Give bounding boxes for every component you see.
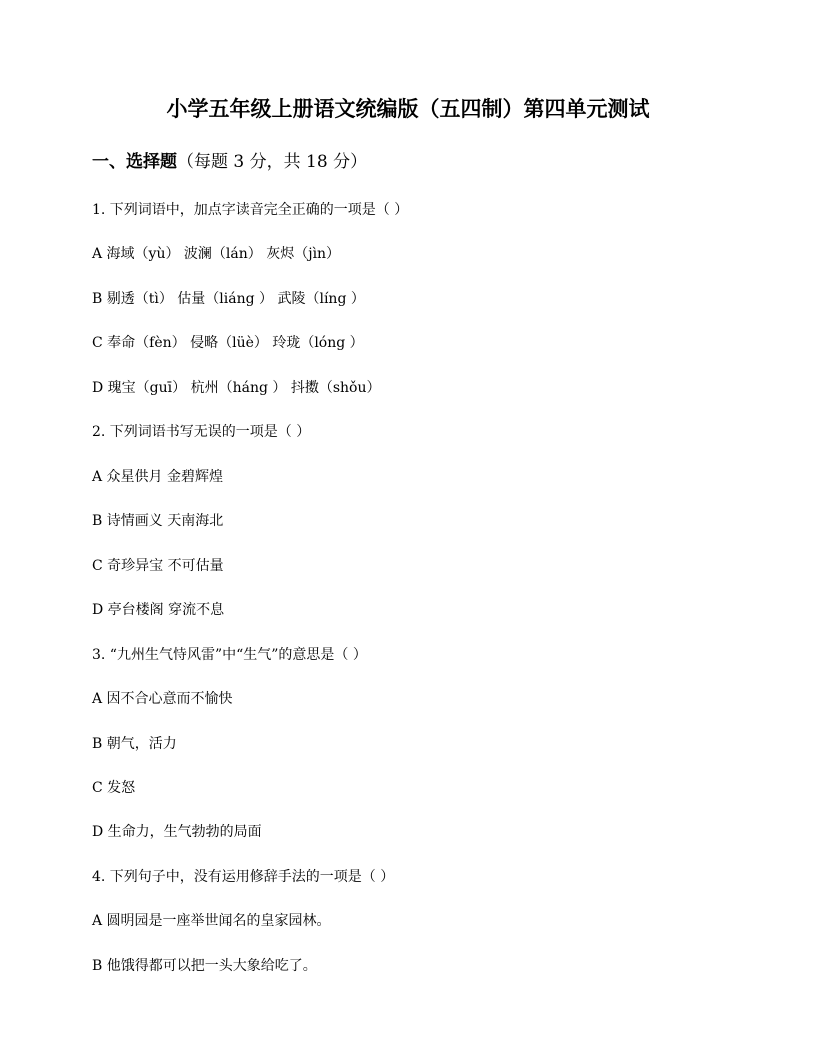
question-3: 3. “九州生气恃风雷”中“生气”的意思是（ ） <box>92 647 367 663</box>
section-heading <box>92 150 367 174</box>
question-1-option-a: A 海域（yù） 波澜（lán） 灰烬（jìn） <box>92 246 341 262</box>
question-1: 1. 下列词语中，加点字读音完全正确的一项是（ ） <box>92 202 409 218</box>
section-title: 一、选择题 <box>92 152 177 172</box>
question-1-option-c: C 奉命（fèn） 侵略（lüè） 玲珑（lóng ） <box>92 335 364 351</box>
question-2: 2. 下列词语书写无误的一项是（ ） <box>92 424 311 440</box>
question-4-option-a: A 圆明园是一座举世闻名的皇家园林。 <box>92 913 331 929</box>
question-3-option-b: B 朝气，活力 <box>92 736 177 752</box>
page-title: 小学五年级上册语文统编版（五四制）第四单元测试 <box>166 96 650 121</box>
question-2-option-a: A 众星供月 金碧辉煌 <box>92 469 224 485</box>
question-1-option-b: B 剔透（tì） 估量（liáng ） 武陵（líng ） <box>92 291 365 307</box>
question-4: 4. 下列句子中，没有运用修辞手法的一项是（ ） <box>92 869 395 885</box>
question-3-option-d: D 生命力，生气勃勃的局面 <box>92 824 262 840</box>
question-3-option-c: C 发怒 <box>92 780 136 796</box>
question-3-option-a: A 因不合心意而不愉快 <box>92 691 233 707</box>
question-2-option-b: B 诗情画义 天南海北 <box>92 513 224 529</box>
section-score-note: （每题 3 分，共 18 分） <box>177 152 368 172</box>
question-4-option-b: B 他饿得都可以把一头大象给吃了。 <box>92 958 317 974</box>
question-1-option-d: D 瑰宝（guī） 杭州（háng ） 抖擞（shǒu） <box>92 380 381 396</box>
question-2-option-d: D 亭台楼阁 穿流不息 <box>92 602 225 618</box>
question-2-option-c: C 奇珍异宝 不可估量 <box>92 558 224 574</box>
